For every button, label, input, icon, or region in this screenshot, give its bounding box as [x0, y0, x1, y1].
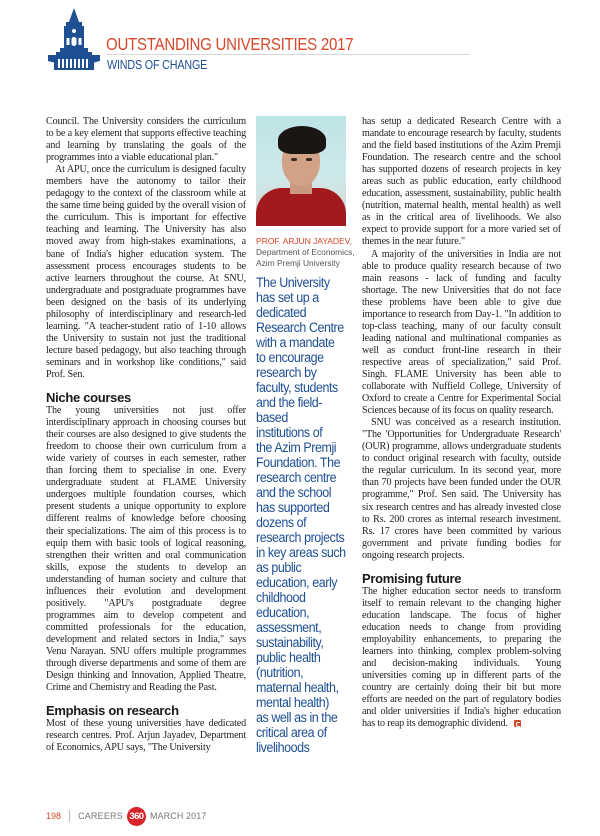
portrait-photo [256, 116, 346, 226]
page-footer [46, 808, 206, 824]
final-paragraph-text: The higher education sector needs to transform itself to remain relevant to the changing higher education landscape. The focus of higher education needs to change from providing employability enhancements, to preparing the learners into thinking, complex problem-solving and decision-making individuals. Young universities coming up in different parts of the country are certainly doing their bit but more efforts are needed on the part of regulatory bodies and older universities if India's higher education has to reap its demographic dividend. [362, 585, 561, 730]
pull-quote-line: mental health) [256, 695, 329, 711]
careers360-logo-badge: 360 [127, 807, 146, 826]
body-paragraph: Most of these young universities have dedicated research centres. Prof. Arjun Jayadev, Department of Economics, APU says, "The University [46, 718, 246, 754]
photo-caption-university: Azim Premji University [256, 258, 340, 268]
heading-niche-courses: Niche courses [46, 390, 131, 406]
pull-quote-line: (nutrition, [256, 665, 304, 681]
pull-quote-line: to encourage [256, 350, 324, 366]
publication-name: CAREERS [78, 811, 123, 821]
body-paragraph: At APU, once the curriculum is designed faculty members have the autonomy to tailor their pedagogy to the context of the classroom while at the same time being guided by the overall vision of the curriculum. This is important for effective teaching and learning. The University has also moved away from high-stakes examinations, a bane of India's higher education system. The assessment process encourages students to be active learners throughout the course. At SNU, undergraduate and postgraduate programmes have been designed on the basis of its underlying philosophy of interdisciplinary and research-led learning. "A teacher-student ratio of 1-10 allows the University to sustain not just the traditional lecture based pedagogy, but also teaching through seminars and in workshop like conditions," said Prof. Sen. [46, 164, 246, 380]
body-paragraph: SNU was conceived as a research institution. "The 'Opportunities for Undergraduate Research' (OUR) programme, allows undergraduate students to conduct original research with faculty, outside the regular curriculum. In its second year, more than 70 projects have been funded under the OUR programme," Prof. Sen said. The University has six research centres and has already invested close to Rs. 200 crores as internal research investment. Rs. 17 crores have been committed by various government and private funding bodies for ongoing research projects. [362, 417, 561, 561]
pull-quote-line: in key areas such [256, 545, 346, 561]
pull-quote-line: the Azim Premji [256, 440, 337, 456]
university-building-icon [46, 8, 102, 70]
body-paragraph: has setup a dedicated Research Centre with a mandate to encourage research by faculty, students and the field based institutions of the Azim Premji Foundation. The research centre and the school has supported dozens of research projects in key areas such as public education, early childhood education, assessment, sustainability, public health (nutrition, maternal health, mental health) as well as in the critical area of livelihoods. We also expect to provide support for a more varied set of themes in the near future." [362, 116, 561, 248]
photo-caption-department: Department of Economics, [256, 247, 355, 257]
pull-quote-line: sustainability, [256, 635, 324, 651]
heading-promising-future: Promising future [362, 570, 462, 586]
pull-quote-line: has set up a [256, 290, 319, 306]
pull-quote-line: assessment, [256, 620, 322, 636]
pull-quote-line: maternal health, [256, 680, 339, 696]
pull-quote-line: The University [256, 275, 330, 291]
pull-quote-line: institutions of [256, 425, 323, 441]
page-number: 198 [46, 811, 62, 821]
pull-quote-line: research centre [256, 470, 337, 486]
section-subtitle: WINDS OF CHANGE [107, 58, 208, 72]
pull-quote-line: critical area of [256, 725, 327, 741]
pull-quote-line: dedicated [256, 305, 307, 321]
body-paragraph: A majority of the universities in India are not able to produce quality research because of two main reasons - lack of funding and faculty shortage. The new Universities that do not face these problems have been able to give due importance to research from Day-1. "In addition to top-class teaching, many of our faculty consult leading national and multinational companies as well as conduct front-line research in their respective areas of specialization," said Prof. Singh. FLAME University has been able to collaborate with Nuffield College, University of Oxford to create a Centre for Experimental Social Sciences because of its focus on quality research. [362, 248, 561, 417]
pull-quote-line: Research Centre [256, 320, 344, 336]
pull-quote-line: has supported [256, 500, 330, 516]
pull-quote-line: education, [256, 605, 310, 621]
pull-quote-line: with a mandate [256, 335, 335, 351]
pull-quote-line: research by [256, 365, 317, 381]
careers360-end-mark-icon [514, 720, 521, 727]
body-paragraph: Council. The University considers the curriculum to be a key element that supports effective teaching and learning by translating the goals of the programmes into a viable educational plan." [46, 116, 246, 164]
pull-quote-line: faculty, students [256, 380, 338, 396]
body-paragraph: The young universities not just offer interdisciplinary approach in choosing courses but their courses are also designed to give students the freedom to choose their own curriculum from a wide variety of courses in each semester, rather than forcing them to specialise in one. Every undergraduate student at FLAME University undergoes multiple foundation courses, which present students a unique opportunity to explore different realms of knowledge before choosing their specializations. The aim of this process is to equip them with basic tools of logical reasoning, strengthen their written and oral communication skills, expose the students to develop an understanding of human society and culture that influences their evolution and development positively. "APU's postgraduate degree programmes aim to develop competent and committed professionals for the education, development and related sectors in India," says Venu Narayan. SNU offers multiple programmes through diverse departments and some of them are Design thinking and Innovation, Applied Theatre, Crime and Chemistry and Reading the Past. [46, 405, 246, 694]
heading-emphasis-on-research: Emphasis on research [46, 703, 179, 719]
pull-quote-line: based [256, 410, 288, 426]
pull-quote-line: education, early [256, 575, 338, 591]
pull-quote [256, 276, 355, 756]
section-title: OUTSTANDING UNIVERSITIES 2017 [106, 34, 354, 54]
pull-quote-line: livelihoods [256, 740, 310, 756]
left-column [46, 116, 246, 754]
footer-divider [69, 810, 70, 822]
issue-date: MARCH 2017 [149, 811, 207, 821]
title-divider [106, 54, 470, 55]
pull-quote-line: and the school [256, 485, 332, 501]
right-column [362, 116, 561, 730]
pull-quote-line: research projects [256, 530, 345, 546]
pull-quote-line: as well as in the [256, 710, 338, 726]
pull-quote-line: public health [256, 650, 321, 666]
pull-quote-line: Foundation. The [256, 455, 341, 471]
pull-quote-line: and the field- [256, 395, 323, 411]
body-paragraph-final [362, 586, 561, 731]
pull-quote-line: childhood [256, 590, 306, 606]
page-header [0, 0, 600, 90]
pull-quote-line: dozens of [256, 515, 307, 531]
pull-quote-line: as public [256, 560, 302, 576]
photo-caption-name: PROF. ARJUN JAYADEV, [256, 236, 352, 246]
middle-column [256, 116, 355, 756]
